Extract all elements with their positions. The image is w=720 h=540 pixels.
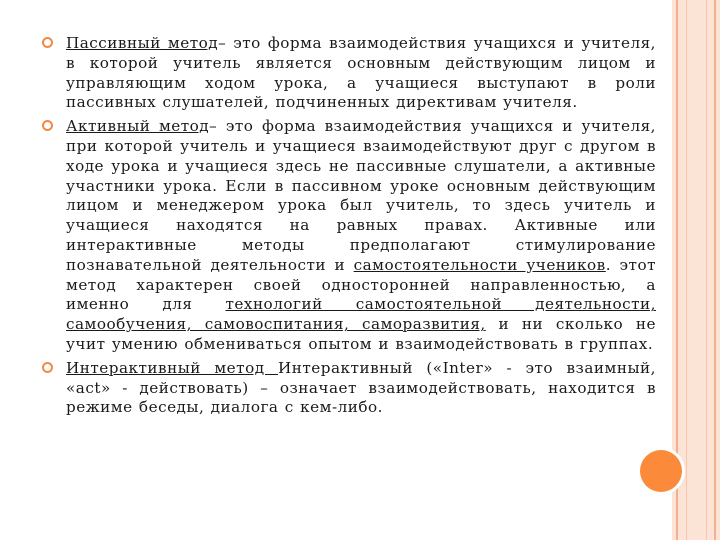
- definition-text: – это форма взаимодействия учащихся и учителя, при которой учитель и учащиеся взаимодействуют друг с другом в ходе урока и учащиеся здесь не пассивные слушатели, а активные участники урока. Если в пассивном уроке основным действующим лицом и менеджером урока был учитель, то здесь учитель и учащиеся находятся на равных правах. Активные или интерактивные методы предполагают стимулирование познавательной деятельности и: [66, 117, 656, 274]
- decorative-stripe: [686, 0, 687, 540]
- link-independence-of-students[interactable]: самостоятельности учеников: [353, 255, 606, 274]
- link-technologies[interactable]: технологий самостоятельной деятельности, самообучения, самовоспитания, саморазвития,: [66, 295, 656, 334]
- decorative-accent-circle: [640, 450, 682, 492]
- slide-content: [42, 34, 656, 422]
- definition-text: и ни сколько не учит умению обмениваться опытом и взаимодействовать в группах.: [66, 315, 656, 353]
- decorative-stripe: [706, 0, 707, 540]
- circle-bullet-icon: [42, 37, 53, 48]
- term-interactive-method: Интерактивный метод: [66, 358, 279, 377]
- definition-text: . этот метод характерен своей односторонней направленностью, а именно для: [66, 255, 657, 314]
- term-active-method: Активный метод: [66, 117, 210, 136]
- decorative-side-band: [672, 0, 720, 540]
- list-item-passive-method: [42, 34, 656, 113]
- definition-text: Интерактивный («Inter» - это взаимный, «act» - действовать) – означает взаимодействовать, находится в режиме беседы, диалога с кем-либо.: [66, 358, 656, 417]
- circle-bullet-icon: [42, 362, 53, 373]
- term-passive-method: Пассивный метод: [66, 34, 219, 52]
- list-item-interactive-method: [42, 359, 656, 418]
- definition-text: – это форма взаимодействия учащихся и учителя, в которой учитель является основным действующим лицом и управляющим ходом урока, а учащиеся выступают в роли пассивных слушателей, подчиненных директивам учителя.: [66, 34, 656, 112]
- circle-bullet-icon: [42, 120, 53, 131]
- decorative-stripe: [714, 0, 716, 540]
- list-item-active-method: [42, 117, 656, 355]
